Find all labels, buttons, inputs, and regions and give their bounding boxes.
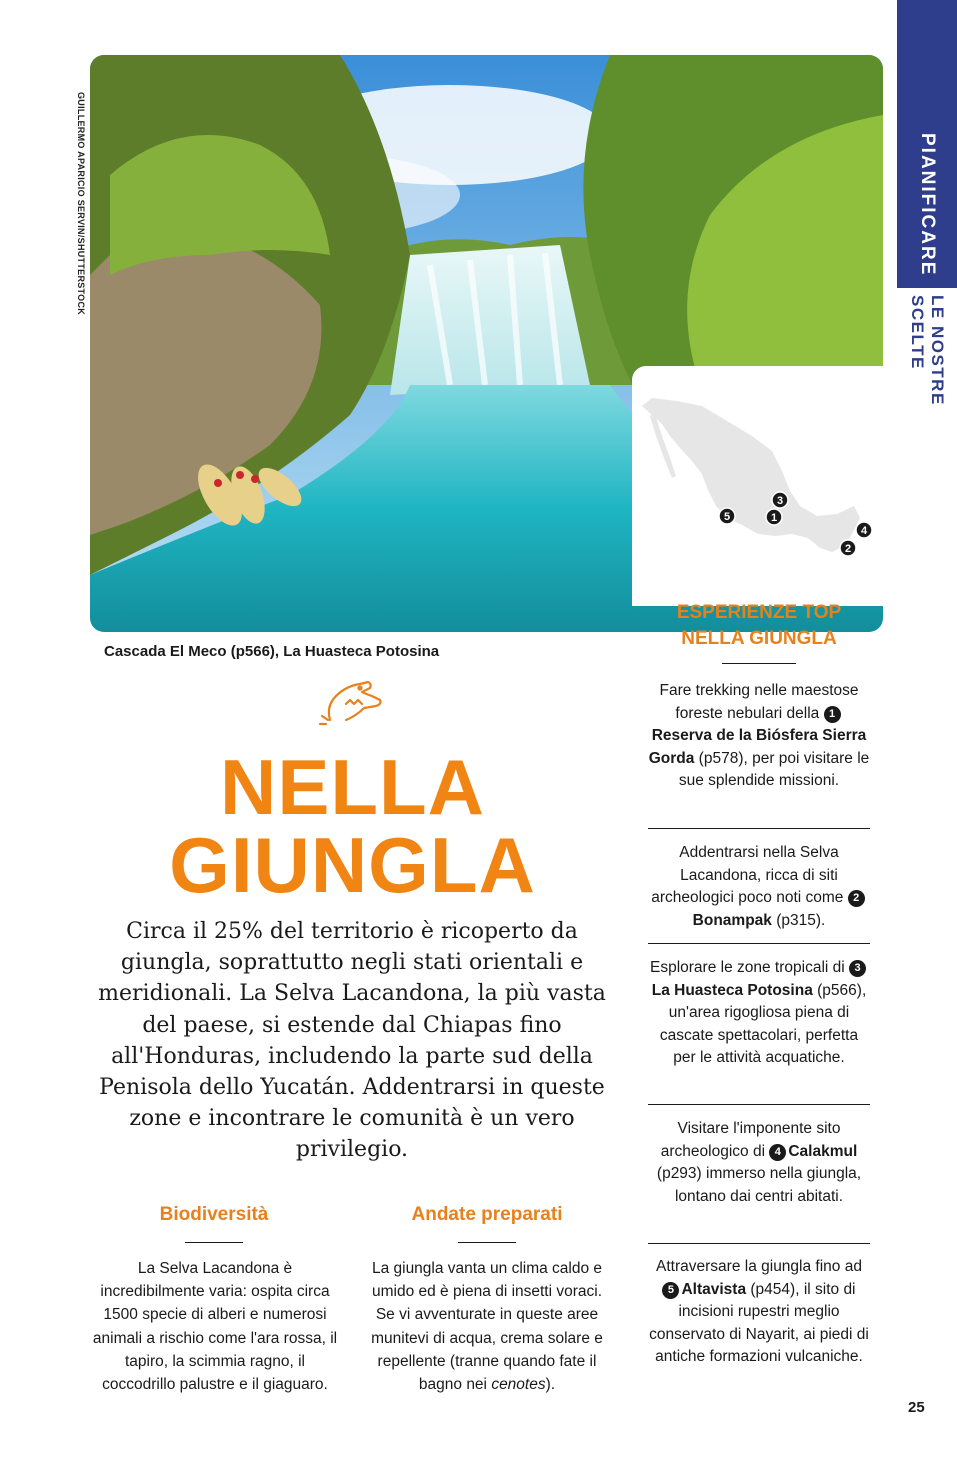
column-text-preparation: La giungla vanta un clima caldo e umido ed è piena di insetti voraci. Se vi avventurate in queste aree munitevi di acqua, crema solare e repellente (tranne quando fate il bagno nei cenotes). <box>371 1260 603 1394</box>
title-line2: GIUNGLA <box>169 821 536 909</box>
page-number: 25 <box>908 1399 925 1416</box>
sidebar-item-5: Attraversare la giungla fino ad 5 Altavista (p454), il sito di incisioni rupestri meglio conservato di Nayarit, ai piedi di antiche formazioni vulcaniche. <box>649 1258 869 1366</box>
crocodile-icon <box>316 676 386 728</box>
sidebar-item-2: Addentrarsi nella Selva Lacandona, ricca di siti archeologici poco noti come 2Bonampak (p315). <box>648 842 870 932</box>
map-marker-1 <box>766 509 782 525</box>
page-title <box>100 743 605 909</box>
number-badge-3: 3 <box>849 960 866 977</box>
svg-text:5: 5 <box>723 511 731 523</box>
column-heading-biodiversity: Biodiversità <box>159 1204 269 1225</box>
sidebar-item-4: Visitare l'imponente sito archeologico di 4 Calakmul (p293) immerso nella giungla, lontano dai centri abitati. <box>656 1120 862 1205</box>
place-name: La Huasteca Potosina <box>651 981 813 999</box>
column-rule <box>185 1242 243 1243</box>
sidebar-heading <box>648 600 870 652</box>
sidebar-item-1: Fare trekking nelle maestose foreste nebulari della 1Reserva de la Biósfera Sierra Gorda (p578), per poi visitare le sue splendide missioni. <box>648 682 870 790</box>
map-marker-4 <box>856 522 872 538</box>
column-text-biodiversity: La Selva Lacandona è incredibilmente varia: ospita circa 1500 specie di alberi e numerosi animali a rischio come l'ara rossa, il tapiro, la scimmia ragno, il coccodrillo palustre e il giaguaro. <box>92 1260 338 1394</box>
photo-credit: GUILLERMO APARICIO SERVIN/SHUTTERSTOCK <box>76 92 86 316</box>
section-tab <box>897 0 957 1474</box>
subsection-label: LE NOSTRE SCELTE <box>908 295 947 406</box>
column-heading-preparation: Andate preparati <box>411 1204 563 1225</box>
place-name: Calakmul <box>788 1142 858 1160</box>
svg-text:4: 4 <box>860 525 868 537</box>
map-marker-5 <box>719 508 735 524</box>
number-badge-2: 2 <box>848 890 865 907</box>
place-name: Bonampak <box>692 911 772 929</box>
sidebar-item-3: Esplorare le zone tropicali di 3La Huasteca Potosina (p566), un'area rigogliosa piena di cascate spettacolari, perfetta per le attività acquatiche. <box>649 959 867 1067</box>
sidebar-heading-rule <box>722 663 796 664</box>
photo-caption: Cascada El Meco (p566), La Huasteca Potosina <box>104 643 440 660</box>
map-marker-3 <box>772 492 788 508</box>
place-name: Altavista <box>681 1280 747 1298</box>
divider <box>648 1243 870 1244</box>
svg-text:2: 2 <box>844 543 852 555</box>
sidebar-heading-line1: ESPERIENZE TOP <box>676 602 842 623</box>
svg-text:1: 1 <box>770 512 778 524</box>
title-line1: NELLA <box>220 743 485 831</box>
map-marker-2 <box>840 540 856 556</box>
svg-text:3: 3 <box>776 495 784 507</box>
divider <box>648 1104 870 1105</box>
divider <box>648 828 870 829</box>
number-badge-4: 4 <box>769 1144 786 1161</box>
column-rule <box>458 1242 516 1243</box>
divider <box>648 943 870 944</box>
place-name: Reserva de la Biósfera Sierra Gorda <box>648 727 867 767</box>
intro-paragraph: Circa il 25% del territorio è ricoperto da giungla, soprattutto negli stati orientali e meridionali. La Selva Lacandona, la più vasta del paese, si estende dal Chiapas fino all'Honduras, includendo la parte sud della Penisola dello Yucatán. Addentrarsi in queste zone e incontrare le comunità è un vero privilegio. <box>98 919 606 1163</box>
section-label: PIANIFICARE <box>917 133 938 277</box>
number-badge-5: 5 <box>662 1282 679 1299</box>
sidebar-heading-line2: NELLA GIUNGLA <box>681 628 837 649</box>
mexico-shape <box>642 398 860 552</box>
mexico-map <box>632 366 884 606</box>
number-badge-1: 1 <box>824 706 841 723</box>
